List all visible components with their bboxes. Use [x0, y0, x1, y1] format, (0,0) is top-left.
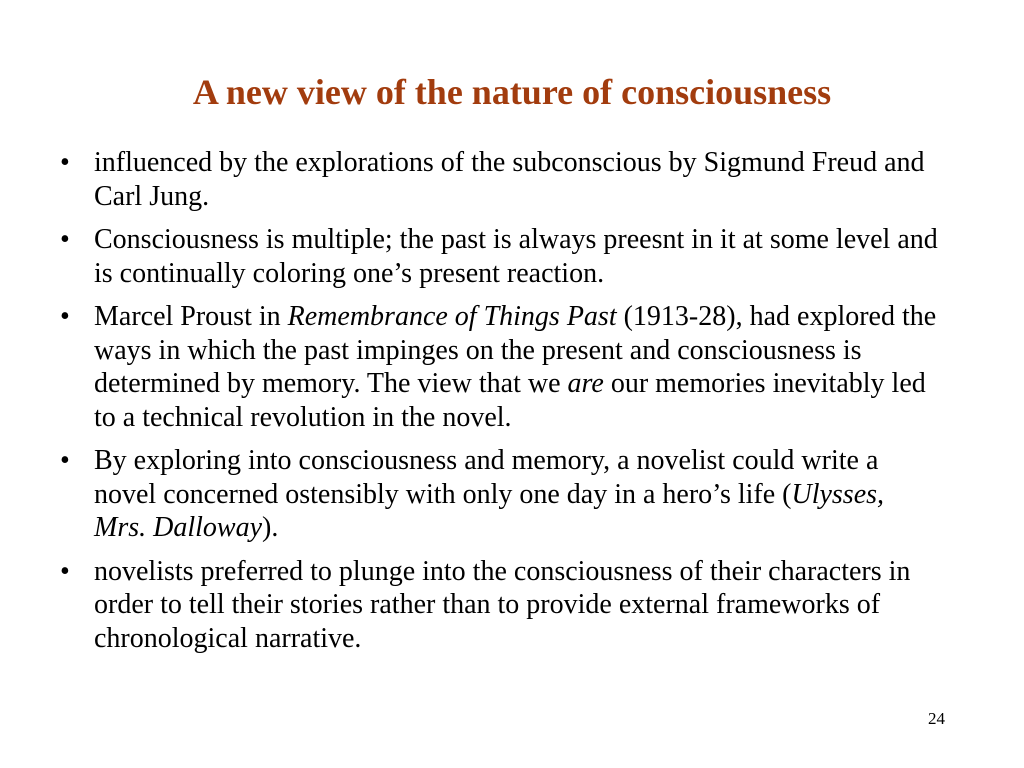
bullet-marker: •	[60, 147, 70, 178]
bullet-item	[60, 444, 940, 545]
bullet-marker: •	[60, 555, 70, 587]
text-segment: influenced by the explorations of the subconscious by Sigmund Freud and Carl Jung.	[94, 147, 925, 212]
italic-text-segment: Ulysses, Mrs. Dalloway	[94, 478, 885, 543]
bullet-text	[94, 444, 940, 545]
text-segment: our memories inevitably led to a technical revolution in the novel.	[94, 368, 926, 433]
italic-text-segment: are	[567, 368, 604, 399]
bullet-item	[60, 300, 940, 434]
text-segment: ).	[262, 512, 279, 543]
bullet-item	[60, 223, 940, 290]
text-segment: novelists preferred to plunge into the consciousness of their characters in order to tell their stories rather than to provide external frameworks of chronological narrative.	[94, 555, 911, 654]
bullet-item	[60, 555, 940, 656]
bullet-text	[94, 223, 940, 290]
bullet-item	[60, 146, 940, 213]
text-segment: Consciousness is multiple; the past is always preesnt in it at some level and is continually coloring one’s present reaction.	[94, 224, 938, 289]
page-number: 24	[928, 709, 945, 728]
text-segment: Marcel Proust in	[94, 301, 288, 332]
slide-title: A new view of the nature of consciousness	[192, 72, 832, 112]
bullet-marker: •	[60, 301, 70, 332]
text-segment: (1913-28), had explored the ways in which the past impinges on the present and consciousness is determined by memory. The view that we	[94, 301, 937, 399]
bullet-text	[94, 555, 940, 656]
bullet-marker: •	[60, 224, 70, 255]
italic-text-segment: Remembrance of Things Past	[287, 301, 617, 332]
bullet-list	[60, 146, 940, 665]
bullet-text	[94, 146, 940, 213]
bullet-marker: •	[60, 445, 70, 476]
text-segment: By exploring into consciousness and memory, a novelist could write a novel concerned ostensibly with only one day in a hero’s life (	[94, 445, 879, 510]
bullet-text	[94, 300, 940, 434]
